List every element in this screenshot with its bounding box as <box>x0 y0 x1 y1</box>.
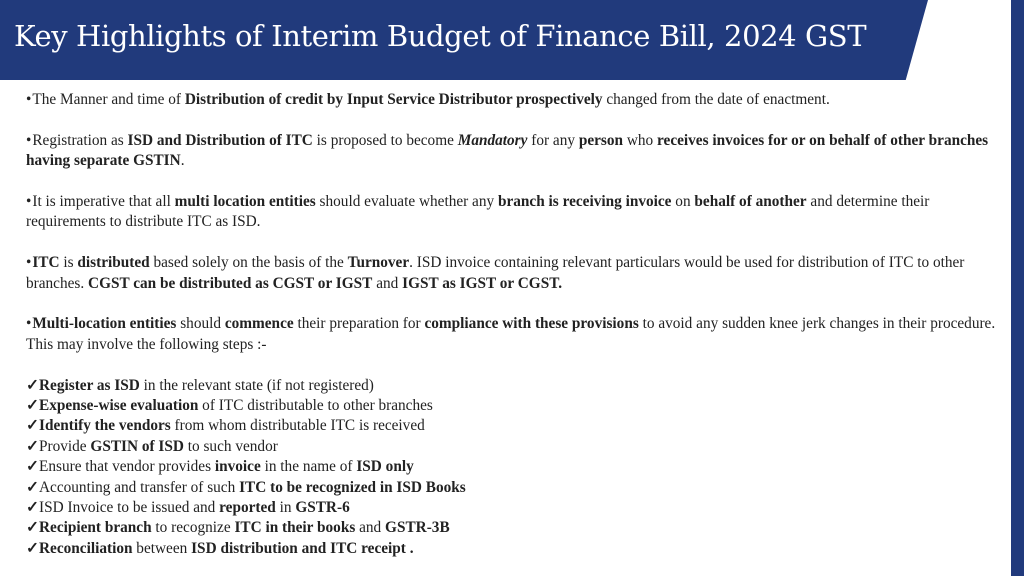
emphasis-text: GSTR-3B <box>385 519 450 537</box>
checkmark-icon: ✓ <box>26 417 39 435</box>
checkmark-icon: ✓ <box>26 437 39 455</box>
checkmark-icon: ✓ <box>26 458 39 476</box>
slide-title: Key Highlights of Interim Budget of Finance Bill, 2024 GST <box>14 19 867 53</box>
body-text: in the name of <box>260 458 357 476</box>
checklist-step <box>26 457 996 477</box>
emphasis-text: reported <box>219 499 276 517</box>
emphasis-text: Recipient branch <box>39 519 152 537</box>
emphasis-text: multi location entities <box>174 193 316 210</box>
body-text: their preparation for <box>293 315 425 333</box>
slide-body <box>26 90 996 559</box>
emphasis-text: commence <box>224 315 294 333</box>
emphasis-text: Identify the vendors <box>39 417 171 435</box>
checkmark-icon: ✓ <box>26 519 39 537</box>
bullet-points <box>26 90 996 355</box>
emphasis-text: behalf of another <box>694 193 807 210</box>
body-text: changed from the date of enactment. <box>602 91 830 108</box>
point-registration-isd <box>26 131 996 172</box>
emphasis-text: Multi-location entities <box>32 315 177 333</box>
body-text: It is imperative that all <box>32 193 175 210</box>
checkmark-icon: ✓ <box>26 376 39 394</box>
body-text: Accounting and transfer of such <box>39 478 240 496</box>
point-distribution-credit <box>26 90 996 110</box>
body-text: should <box>176 315 225 333</box>
checklist-step <box>26 478 996 498</box>
emphasis-text: ISD only <box>356 458 414 476</box>
emphasis-text: Turnover <box>347 254 410 272</box>
checklist-step <box>26 396 996 416</box>
checklist-steps <box>26 376 996 560</box>
body-text: in <box>275 499 296 517</box>
emphasis-text: receives invoices for or on behalf of other branches having separate GSTIN <box>26 131 989 170</box>
body-text: Ensure that vendor provides <box>39 458 215 476</box>
emphasis-text: Reconciliation <box>39 539 133 557</box>
bullet-icon: • <box>26 315 32 333</box>
body-text: of ITC distributable to other branches <box>198 397 433 415</box>
emphasis-text: person <box>578 131 624 149</box>
body-text: Provide <box>39 437 91 455</box>
bullet-icon: • <box>26 254 32 272</box>
body-text: The Manner and time of <box>32 91 185 108</box>
body-text: should evaluate whether any <box>315 193 498 210</box>
body-text: . ISD invoice containing relevant particulars would be used for distribution of ITC to other branches. <box>26 254 965 292</box>
body-text: to such vendor <box>183 437 278 455</box>
body-text: is proposed to become <box>312 131 458 149</box>
point-commence-preparation <box>26 314 996 355</box>
emphasis-text: ITC <box>32 254 60 272</box>
body-text: based solely on the basis of the <box>149 254 348 272</box>
bullet-icon: • <box>26 131 32 149</box>
checkmark-icon: ✓ <box>26 397 39 415</box>
body-text: to avoid any sudden knee jerk changes in their procedure. This may involve the following steps :- <box>26 315 996 353</box>
emphasis-text: distributed <box>77 254 150 272</box>
emphasis-text: CGST can be distributed as CGST or IGST <box>88 274 373 292</box>
body-text: from whom distributable ITC is received <box>170 417 425 435</box>
checklist-step <box>26 416 996 436</box>
bullet-icon: • <box>26 193 32 210</box>
emphasis-text: Mandatory <box>457 131 528 149</box>
body-text: and determine their requirements to distribute ITC as ISD. <box>26 193 930 231</box>
emphasis-text: IGST as IGST or CGST. <box>402 274 563 292</box>
body-text: and <box>372 274 403 292</box>
bullet-icon: • <box>26 91 32 108</box>
emphasis-text: GSTIN of ISD <box>90 437 184 455</box>
emphasis-text: GSTR-6 <box>295 499 350 517</box>
body-text: for any <box>527 131 579 149</box>
checkmark-icon: ✓ <box>26 478 39 496</box>
checklist-step <box>26 518 996 538</box>
checklist-step <box>26 498 996 518</box>
checklist-step <box>26 376 996 396</box>
emphasis-text: ISD and Distribution of ITC <box>127 131 313 149</box>
point-multi-location-evaluate <box>26 192 996 233</box>
checklist-step <box>26 539 996 559</box>
emphasis-text: branch is receiving invoice <box>497 193 672 210</box>
body-text: in the relevant state (if not registered) <box>139 376 374 394</box>
emphasis-text: Expense-wise evaluation <box>39 397 199 415</box>
body-text: Registration as <box>32 131 128 149</box>
checkmark-icon: ✓ <box>26 539 39 557</box>
emphasis-text: ITC to be recognized in ISD Books <box>239 478 466 496</box>
emphasis-text: Register as ISD <box>39 376 140 394</box>
emphasis-text: ITC in their books <box>234 519 356 537</box>
body-text: . <box>180 152 185 170</box>
checklist-step <box>26 437 996 457</box>
body-text: who <box>623 131 658 149</box>
body-text: is <box>59 254 78 272</box>
body-text: on <box>671 193 695 210</box>
body-text: ISD Invoice to be issued and <box>39 499 220 517</box>
body-text: to recognize <box>151 519 235 537</box>
emphasis-text: ISD distribution and ITC receipt . <box>191 539 414 557</box>
right-accent-bar <box>1011 0 1024 576</box>
body-text: and <box>355 519 386 537</box>
body-text: between <box>132 539 192 557</box>
emphasis-text: compliance with these provisions <box>424 315 639 333</box>
checkmark-icon: ✓ <box>26 499 39 517</box>
emphasis-text: invoice <box>214 458 261 476</box>
point-itc-distributed <box>26 253 996 294</box>
emphasis-text: Distribution of credit by Input Service Distributor prospectively <box>184 91 603 108</box>
